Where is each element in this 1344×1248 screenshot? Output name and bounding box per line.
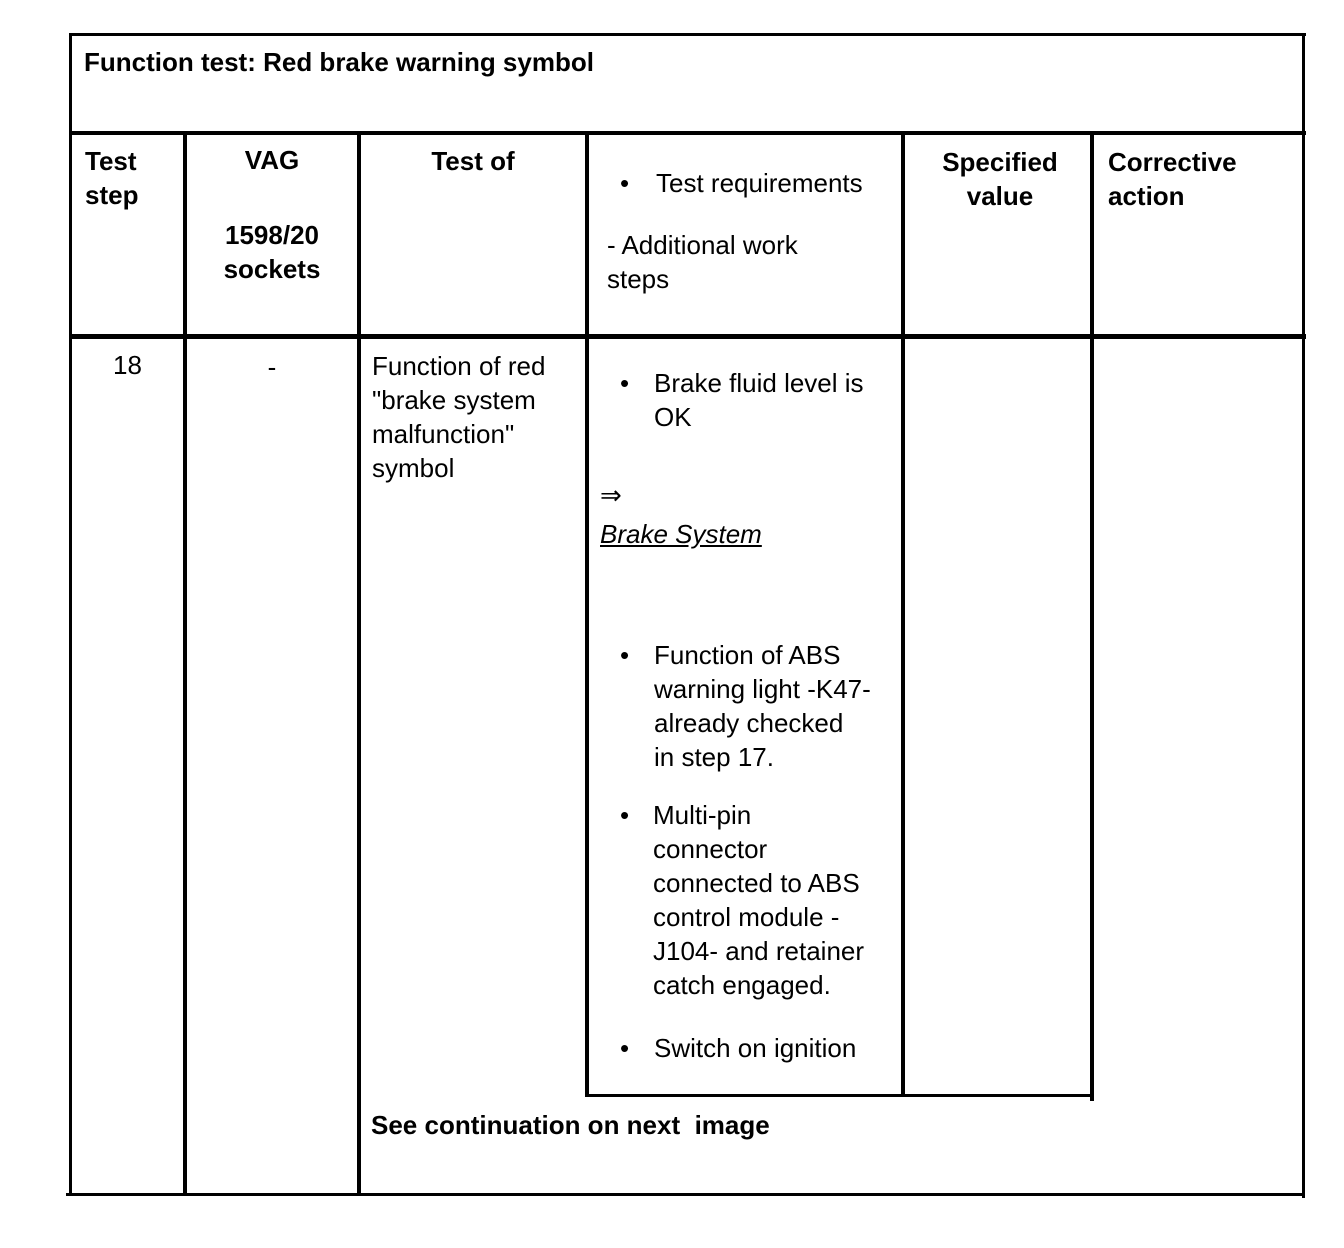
row-test-of-line3: malfunction" — [372, 419, 515, 449]
header-specified-value-line1: Specified — [942, 147, 1058, 177]
header-test-of: Test of — [431, 146, 515, 176]
requirement-1-line2: OK — [654, 402, 692, 432]
requirement-3-line2: connector — [653, 834, 768, 864]
inner-box-bottom — [585, 1094, 1094, 1097]
row-vag-socket: - — [267, 352, 277, 382]
requirement-3-line1: Multi-pin — [653, 800, 752, 830]
column-line-2 — [357, 133, 361, 1193]
requirement-2-line2: warning light -K47- — [654, 674, 871, 704]
header-test-step-line2: step — [85, 180, 139, 210]
header-vag-line3: sockets — [223, 254, 321, 284]
table-border-right — [1302, 33, 1305, 1198]
header-separator — [70, 334, 1306, 339]
table-border-left — [69, 33, 72, 1195]
bullet-icon: • — [620, 168, 630, 198]
arrow-icon: ⇒ — [600, 480, 622, 510]
bullet-icon: • — [620, 640, 630, 670]
requirement-2-line3: already checked — [654, 708, 844, 738]
title-separator — [70, 131, 1306, 135]
header-corrective-action-line2: action — [1108, 181, 1185, 211]
column-line-4 — [901, 133, 905, 1096]
requirement-2-line4: in step 17. — [654, 742, 774, 772]
column-line-1 — [183, 133, 187, 1193]
header-test-requirements: Test requirements — [656, 168, 863, 198]
requirement-1-line1: Brake fluid level is — [654, 368, 864, 398]
requirement-3-line5: J104- and retainer — [653, 936, 865, 966]
bullet-icon: • — [620, 1033, 630, 1063]
page-title: Function test: Red brake warning symbol — [84, 47, 594, 77]
table-border-top — [70, 33, 1306, 36]
table-border-bottom — [66, 1193, 1305, 1196]
requirement-3-line4: control module - — [653, 902, 840, 932]
header-additional-steps-line1: - Additional work — [607, 230, 798, 260]
bullet-icon: • — [620, 368, 630, 398]
column-line-5 — [1090, 133, 1094, 1101]
header-vag-line1: VAG — [244, 145, 300, 175]
continuation-note: See continuation on next image — [371, 1110, 770, 1140]
header-specified-value-line2: value — [966, 181, 1034, 211]
header-corrective-action-line1: Corrective — [1108, 147, 1237, 177]
requirement-3-line6: catch engaged. — [653, 970, 831, 1000]
header-test-step-line1: Test — [85, 146, 137, 176]
header-additional-steps-line2: steps — [607, 264, 670, 294]
row-test-of-line2: "brake system — [372, 385, 536, 415]
row-test-of-line1: Function of red — [372, 351, 546, 381]
row-test-of-line4: symbol — [372, 453, 455, 483]
requirement-2-line1: Function of ABS — [654, 640, 841, 670]
row-test-step: 18 — [113, 350, 142, 380]
requirement-4-line1: Switch on ignition — [654, 1033, 857, 1063]
requirement-3-line3: connected to ABS — [653, 868, 860, 898]
brake-system-link[interactable]: Brake System — [600, 519, 762, 549]
header-vag-line2: 1598/20 — [225, 220, 319, 250]
column-line-3 — [585, 133, 589, 1096]
bullet-icon: • — [620, 800, 630, 830]
